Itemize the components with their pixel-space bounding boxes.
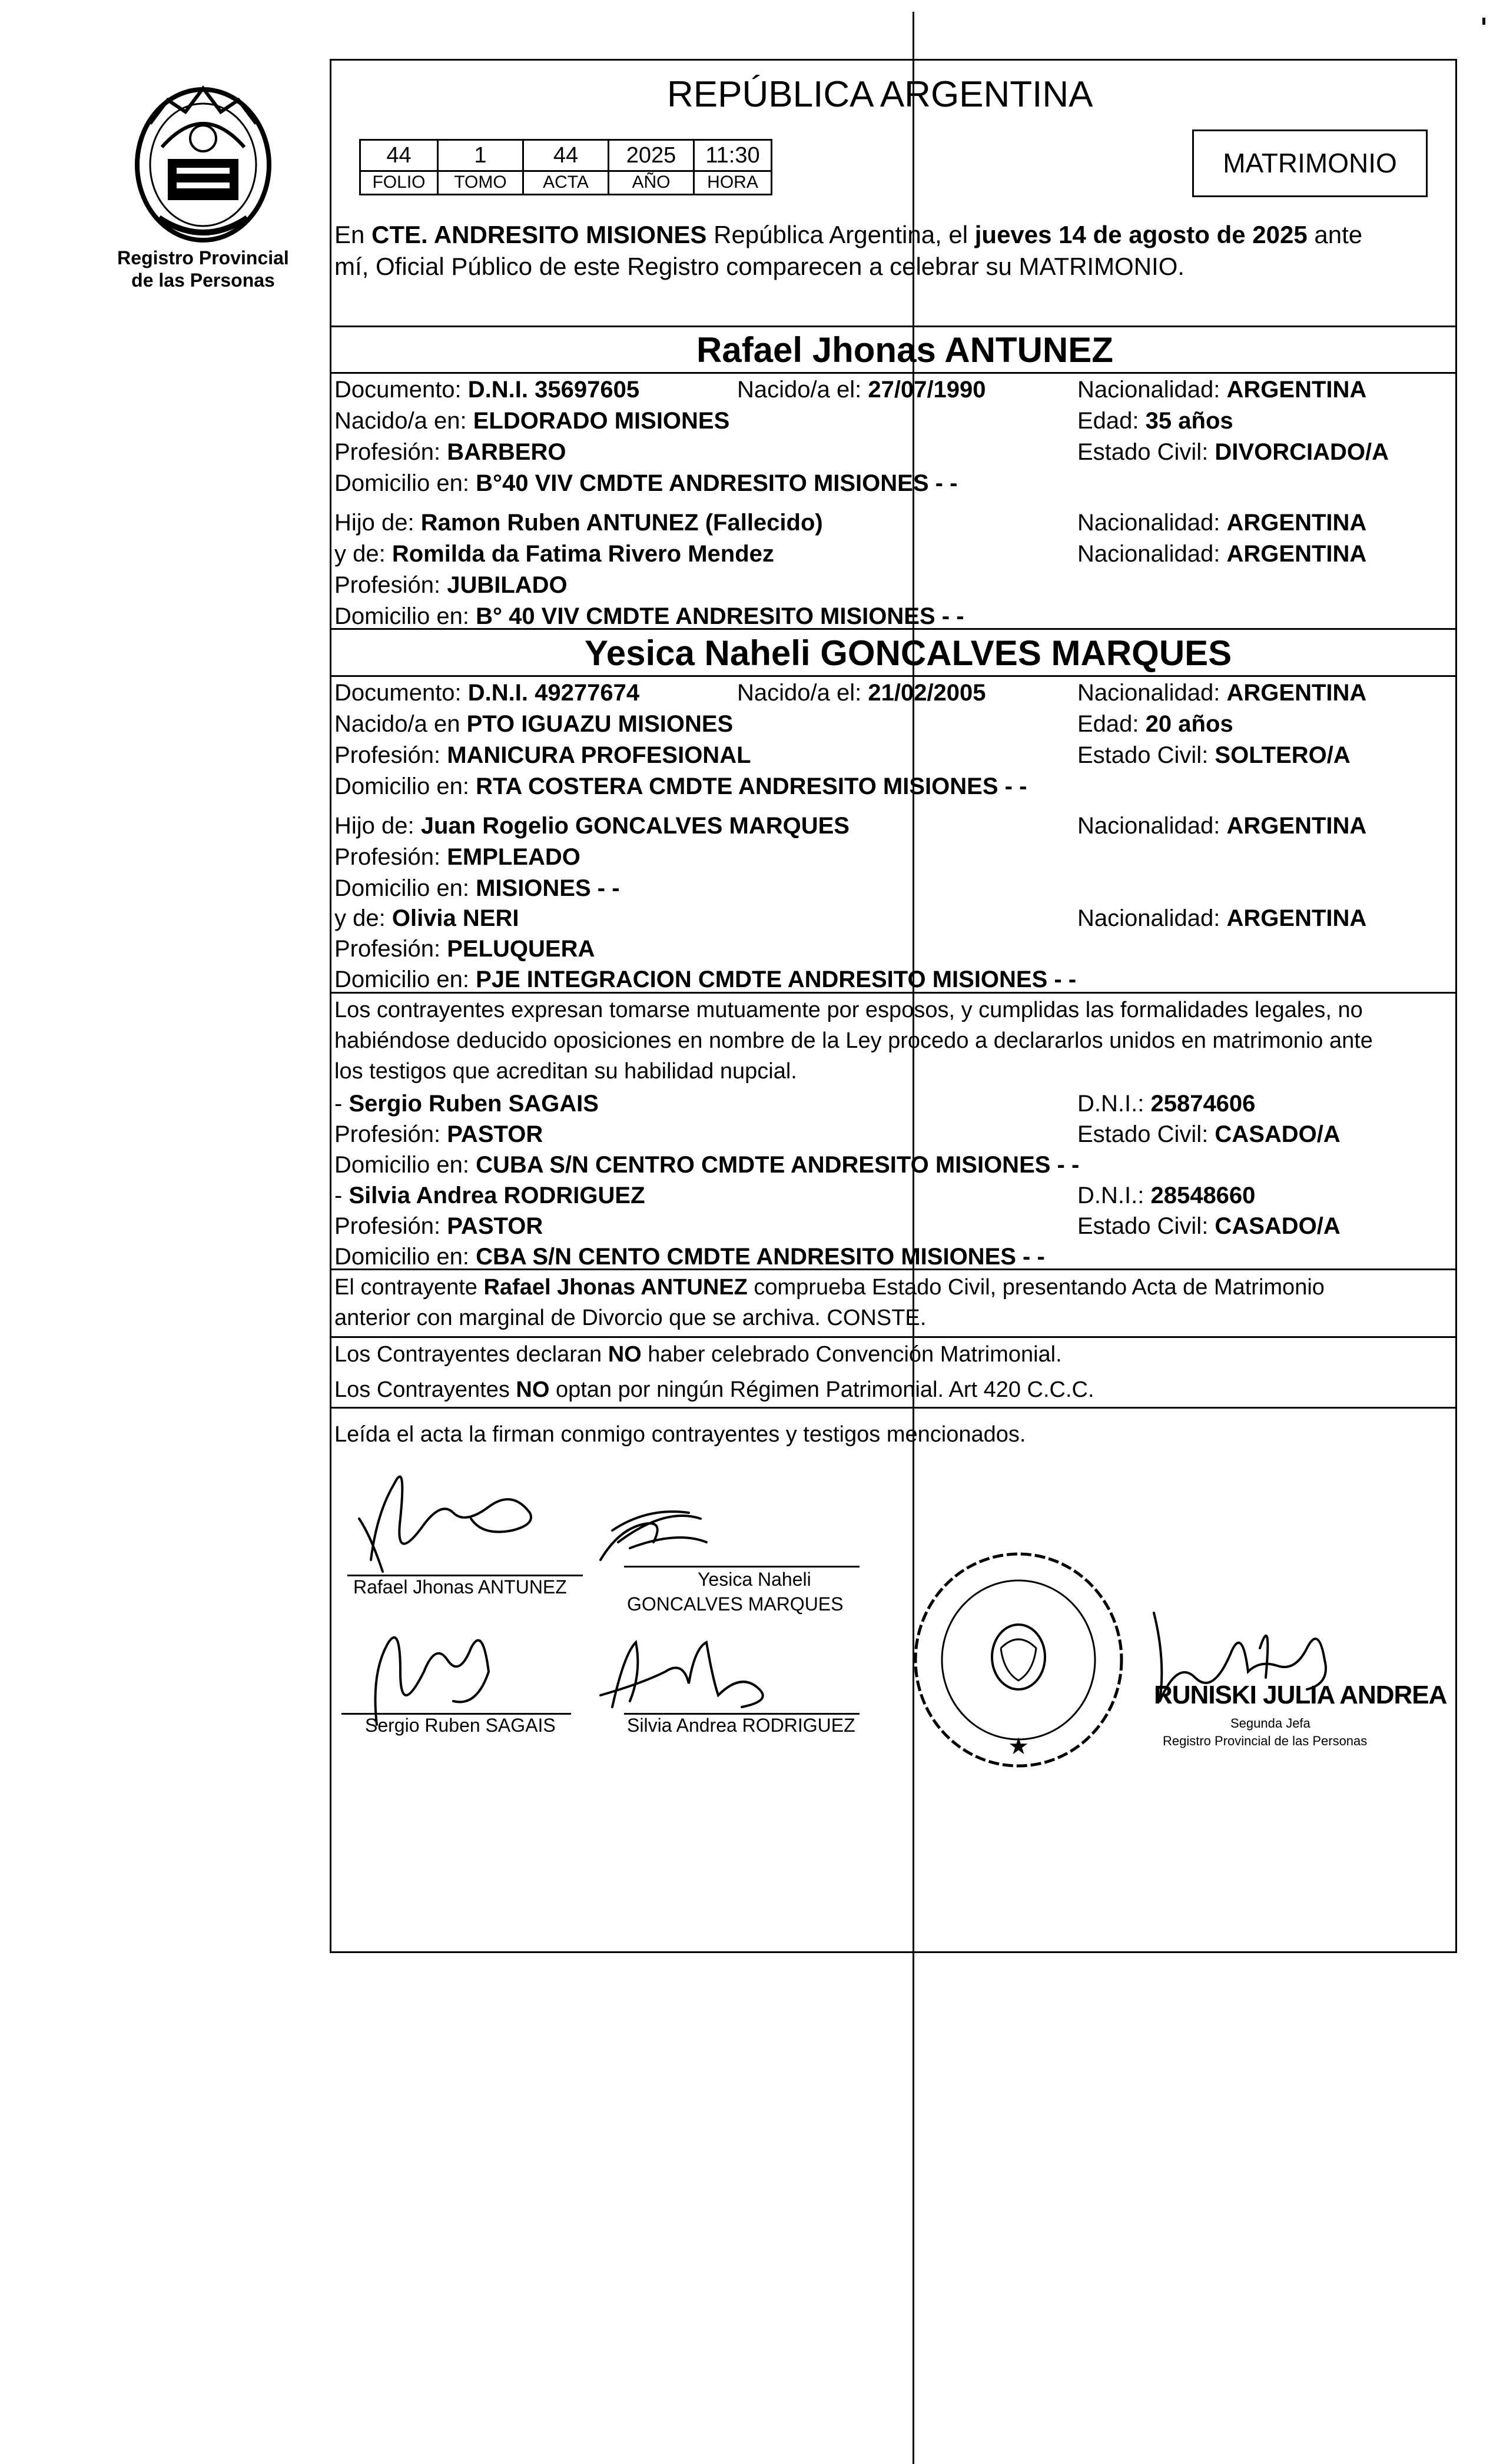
groom-father-value: Ramon Ruben ANTUNEZ (Fallecido) bbox=[420, 510, 823, 536]
bride-age-label: Edad: bbox=[1077, 711, 1146, 737]
regime-1-a: Los Contrayentes declaran bbox=[334, 1342, 608, 1367]
witness-2-dni bbox=[1077, 1184, 1255, 1207]
bride-father-nationality bbox=[1077, 814, 1366, 838]
regime-2-a: Los Contrayentes bbox=[334, 1377, 516, 1402]
witness-2-profession-value: PASTOR bbox=[447, 1213, 543, 1239]
groom-mother-label: y de: bbox=[334, 541, 392, 567]
groom-father-label: Hijo de: bbox=[334, 510, 421, 536]
groom-age bbox=[1077, 409, 1233, 433]
document-title: REPÚBLICA ARGENTINA bbox=[667, 74, 1093, 115]
witness-1-dash: - bbox=[334, 1091, 349, 1117]
signature-name-bride-1: Yesica Naheli bbox=[698, 1569, 811, 1590]
witness-1-civil-label: Estado Civil: bbox=[1077, 1121, 1215, 1147]
groom-age-value: 35 años bbox=[1145, 408, 1233, 434]
bride-birthdate-value: 21/02/2005 bbox=[868, 680, 986, 706]
bride-birthplace-label: Nacido/a en bbox=[334, 711, 467, 737]
witness-2-name bbox=[334, 1184, 645, 1207]
bride-mother-nat-value: ARGENTINA bbox=[1226, 905, 1367, 931]
groom-address-value: B°40 VIV CMDTE ANDRESITO MISIONES - - bbox=[476, 470, 958, 496]
groom-nationality bbox=[1077, 378, 1366, 401]
anio-value: 2025 bbox=[608, 139, 695, 172]
bride-mother-value: Olivia NERI bbox=[391, 905, 519, 931]
bride-mother-nat-label: Nacionalidad: bbox=[1077, 905, 1227, 931]
bride-mother-address-label: Domicilio en: bbox=[334, 967, 476, 992]
intro-text-a: En bbox=[334, 221, 372, 248]
misiones-coat-of-arms-logo bbox=[127, 77, 280, 247]
witness-1-dni bbox=[1077, 1092, 1255, 1115]
registry-stamp-seal bbox=[907, 1542, 1130, 1778]
bride-father-address-label: Domicilio en: bbox=[334, 875, 476, 901]
witness-2-dash: - bbox=[334, 1183, 349, 1208]
logo-caption-1: Registro Provincial bbox=[117, 247, 289, 268]
witness-1-address-label: Domicilio en: bbox=[334, 1152, 476, 1178]
rule-regime-top bbox=[330, 1336, 1457, 1338]
regime-line-2 bbox=[334, 1379, 1094, 1401]
groom-civil-label: Estado Civil: bbox=[1077, 439, 1215, 465]
acta-label: ACTA bbox=[522, 172, 609, 195]
bride-profession-value: MANICURA PROFESIONAL bbox=[447, 742, 751, 768]
intro-date: jueves 14 de agosto de 2025 bbox=[974, 221, 1308, 248]
bride-name-heading: Yesica Naheli GONCALVES MARQUES bbox=[585, 633, 1232, 673]
hora-label: HORA bbox=[693, 172, 772, 195]
groom-row-6 bbox=[334, 573, 568, 597]
bride-row-2 bbox=[334, 743, 751, 767]
groom-name-heading: Rafael Jhonas ANTUNEZ bbox=[696, 330, 1113, 370]
witness-2-dni-label: D.N.I.: bbox=[1077, 1183, 1151, 1208]
bride-row-1 bbox=[334, 712, 733, 736]
bride-father-profession-value: EMPLEADO bbox=[447, 844, 580, 870]
bride-age-value: 20 años bbox=[1145, 711, 1233, 737]
bride-father-nat-value: ARGENTINA bbox=[1226, 813, 1367, 839]
groom-profession-label: Profesión: bbox=[334, 439, 447, 465]
witness-2-name-value: Silvia Andrea RODRIGUEZ bbox=[349, 1183, 645, 1208]
groom-row-3 bbox=[334, 471, 957, 495]
groom-father-nationality bbox=[1077, 511, 1366, 534]
witness-1-civil-value: CASADO/A bbox=[1215, 1121, 1341, 1147]
bride-father-address-value: MISIONES - - bbox=[476, 875, 620, 901]
witness-1-profession bbox=[334, 1123, 543, 1146]
bride-age bbox=[1077, 712, 1233, 736]
groom-doc-value: D.N.I. 35697605 bbox=[467, 377, 640, 403]
bride-birthdate bbox=[737, 681, 986, 705]
intro-text-c: ante bbox=[1307, 221, 1363, 248]
bride-father-label: Hijo de: bbox=[334, 813, 421, 839]
intro-text-b: República Argentina, el bbox=[706, 221, 975, 248]
groom-father-nat-label: Nacionalidad: bbox=[1077, 510, 1227, 536]
rule-bride-name bbox=[330, 675, 1457, 677]
bride-father-profession-label: Profesión: bbox=[334, 844, 447, 870]
regime-2-no: NO bbox=[516, 1377, 550, 1402]
hora-value: 11:30 bbox=[693, 139, 772, 172]
signature-name-witness-1: Sergio Ruben SAGAIS bbox=[365, 1715, 556, 1736]
groom-parent-address-label: Domicilio en: bbox=[334, 603, 476, 629]
regime-line-1 bbox=[334, 1343, 1062, 1366]
logo-caption-2: de las Personas bbox=[131, 270, 275, 291]
groom-age-label: Edad: bbox=[1077, 408, 1146, 434]
groom-row-7 bbox=[334, 605, 964, 628]
witness-1-name-value: Sergio Ruben SAGAIS bbox=[349, 1091, 599, 1117]
anio-label: AÑO bbox=[608, 172, 695, 195]
bride-birthdate-label: Nacido/a el: bbox=[737, 680, 868, 706]
bride-mother-profession-value: PELUQUERA bbox=[447, 936, 595, 962]
groom-row-1 bbox=[334, 409, 729, 433]
document-type-box: MATRIMONIO bbox=[1192, 129, 1428, 197]
bride-row-7 bbox=[334, 906, 519, 930]
witness-2-address-value: CBA S/N CENTO CMDTE ANDRESITO MISIONES - - bbox=[476, 1244, 1045, 1270]
regime-2-c: optan por ningún Régimen Patrimonial. Art 420 C.C.C. bbox=[549, 1377, 1094, 1402]
bride-row-3 bbox=[334, 775, 1027, 798]
witness-2-civil bbox=[1077, 1214, 1341, 1238]
groom-address-label: Domicilio en: bbox=[334, 470, 476, 496]
declaration-line-2: habiéndose deducido oposiciones en nombre de la Ley procedo a declararlos unidos en matrimonio ante bbox=[334, 1028, 1373, 1053]
groom-civil-status bbox=[1077, 440, 1389, 464]
bride-mother-nationality bbox=[1077, 906, 1366, 930]
witness-2-profession-label: Profesión: bbox=[334, 1213, 447, 1239]
official-name: RUNISKI JULIA ANDREA bbox=[1154, 1681, 1447, 1709]
witness-1-dni-label: D.N.I.: bbox=[1077, 1091, 1151, 1117]
groom-birthdate bbox=[737, 378, 986, 401]
witness-1-address bbox=[334, 1153, 1079, 1177]
witness-2-address bbox=[334, 1245, 1045, 1268]
bride-nationality-label: Nacionalidad: bbox=[1077, 680, 1227, 706]
groom-row-4 bbox=[334, 511, 823, 534]
witness-2-civil-label: Estado Civil: bbox=[1077, 1213, 1215, 1239]
regime-1-c: haber celebrado Convención Matrimonial. bbox=[641, 1342, 1062, 1367]
signature-name-bride-2: GONCALVES MARQUES bbox=[627, 1593, 844, 1615]
groom-parent-profession-value: JUBILADO bbox=[447, 572, 568, 598]
tomo-label: TOMO bbox=[437, 172, 524, 195]
signature-name-witness-2: Silvia Andrea RODRIGUEZ bbox=[627, 1715, 855, 1736]
groom-doc-label: Documento: bbox=[334, 377, 468, 403]
witness-2-address-label: Domicilio en: bbox=[334, 1244, 476, 1270]
bride-row-0 bbox=[334, 681, 639, 705]
groom-birthdate-label: Nacido/a el: bbox=[737, 377, 868, 403]
note-line-2: anterior con marginal de Divorcio que se archiva. CONSTE. bbox=[334, 1306, 927, 1330]
bride-mother-label: y de: bbox=[334, 905, 392, 931]
acta-value: 44 bbox=[522, 139, 609, 172]
signature-name-groom: Rafael Jhonas ANTUNEZ bbox=[353, 1576, 567, 1598]
groom-father-nat-value: ARGENTINA bbox=[1226, 510, 1367, 536]
declaration-line-1: Los contrayentes expresan tomarse mutuamente por esposos, y cumplidas las formalidades legales, no bbox=[334, 998, 1363, 1022]
groom-profession-value: BARBERO bbox=[447, 439, 566, 465]
rule-closing-top bbox=[330, 1407, 1457, 1409]
groom-nationality-label: Nacionalidad: bbox=[1077, 377, 1227, 403]
bride-civil-status bbox=[1077, 743, 1351, 767]
groom-birthplace-label: Nacido/a en: bbox=[334, 408, 473, 434]
bride-row-8 bbox=[334, 937, 595, 961]
bride-doc-label: Documento: bbox=[334, 680, 468, 706]
note-text-b: comprueba Estado Civil, presentando Acta de Matrimonio bbox=[747, 1275, 1325, 1300]
groom-parent-address-value: B° 40 VIV CMDTE ANDRESITO MISIONES - - bbox=[476, 603, 964, 629]
groom-mother-value: Romilda da Fatima Rivero Mendez bbox=[391, 541, 774, 567]
witness-1-name bbox=[334, 1092, 599, 1115]
bride-address-value: RTA COSTERA CMDTE ANDRESITO MISIONES - - bbox=[476, 773, 1027, 799]
note-name: Rafael Jhonas ANTUNEZ bbox=[483, 1275, 748, 1300]
bride-nationality-value: ARGENTINA bbox=[1226, 680, 1367, 706]
witness-1-address-value: CUBA S/N CENTRO CMDTE ANDRESITO MISIONES - - bbox=[476, 1152, 1080, 1178]
groom-nationality-value: ARGENTINA bbox=[1226, 377, 1367, 403]
bride-nationality bbox=[1077, 681, 1366, 705]
bride-address-label: Domicilio en: bbox=[334, 773, 476, 799]
bride-row-5 bbox=[334, 845, 580, 869]
bride-father-value: Juan Rogelio GONCALVES MARQUES bbox=[420, 813, 850, 839]
witness-1-profession-label: Profesión: bbox=[334, 1121, 447, 1147]
folio-value: 44 bbox=[359, 139, 439, 172]
note-line-1 bbox=[334, 1276, 1325, 1299]
bride-mother-address-value: PJE INTEGRACION CMDTE ANDRESITO MISIONES - - bbox=[476, 967, 1077, 992]
witness-1-dni-value: 25874606 bbox=[1150, 1091, 1256, 1117]
groom-row-0 bbox=[334, 378, 639, 401]
bride-profession-label: Profesión: bbox=[334, 742, 447, 768]
bride-mother-profession-label: Profesión: bbox=[334, 936, 447, 962]
official-title: Segunda Jefa bbox=[1230, 1716, 1310, 1731]
groom-row-2 bbox=[334, 440, 566, 464]
groom-mother-nat-value: ARGENTINA bbox=[1226, 541, 1367, 567]
closing-text: Leída el acta la firman conmigo contrayentes y testigos mencionados. bbox=[334, 1422, 1026, 1447]
declaration-line-3: los testigos que acreditan su habilidad nupcial. bbox=[334, 1059, 797, 1084]
bride-civil-label: Estado Civil: bbox=[1077, 742, 1215, 768]
intro-line-1 bbox=[334, 223, 1362, 247]
folio-label: FOLIO bbox=[359, 172, 439, 195]
official-office: Registro Provincial de las Personas bbox=[1163, 1734, 1368, 1748]
groom-birthplace-value: ELDORADO MISIONES bbox=[473, 408, 730, 434]
corner-mark bbox=[1482, 18, 1485, 25]
rule-groom-name bbox=[330, 372, 1457, 374]
groom-mother-nat-label: Nacionalidad: bbox=[1077, 541, 1227, 567]
regime-1-no: NO bbox=[608, 1342, 642, 1367]
groom-birthdate-value: 27/07/1990 bbox=[868, 377, 986, 403]
signature-line-bride bbox=[624, 1566, 860, 1568]
rule-groom-top bbox=[330, 326, 1457, 327]
bride-civil-value: SOLTERO/A bbox=[1215, 742, 1351, 768]
bride-row-6 bbox=[334, 876, 620, 900]
svg-text:★: ★ bbox=[1008, 1734, 1029, 1759]
bride-row-9 bbox=[334, 968, 1076, 991]
witness-1-civil bbox=[1077, 1123, 1341, 1146]
bride-doc-value: D.N.I. 49277674 bbox=[467, 680, 640, 706]
witness-2-dni-value: 28548660 bbox=[1150, 1183, 1256, 1208]
bride-father-nat-label: Nacionalidad: bbox=[1077, 813, 1227, 839]
groom-row-5 bbox=[334, 542, 774, 566]
intro-line-2: mí, Oficial Público de este Registro comparecen a celebrar su MATRIMONIO. bbox=[334, 253, 1185, 280]
bride-row-4 bbox=[334, 814, 850, 838]
groom-parent-profession-label: Profesión: bbox=[334, 572, 447, 598]
tomo-value: 1 bbox=[437, 139, 524, 172]
groom-mother-nationality bbox=[1077, 542, 1366, 566]
intro-place: CTE. ANDRESITO MISIONES bbox=[371, 221, 707, 248]
groom-civil-value: DIVORCIADO/A bbox=[1215, 439, 1389, 465]
witness-1-profession-value: PASTOR bbox=[447, 1121, 543, 1147]
note-text-a: El contrayente bbox=[334, 1275, 484, 1300]
bride-birthplace-value: PTO IGUAZU MISIONES bbox=[466, 711, 734, 737]
witness-2-civil-value: CASADO/A bbox=[1215, 1213, 1341, 1239]
witness-2-profession bbox=[334, 1214, 543, 1238]
